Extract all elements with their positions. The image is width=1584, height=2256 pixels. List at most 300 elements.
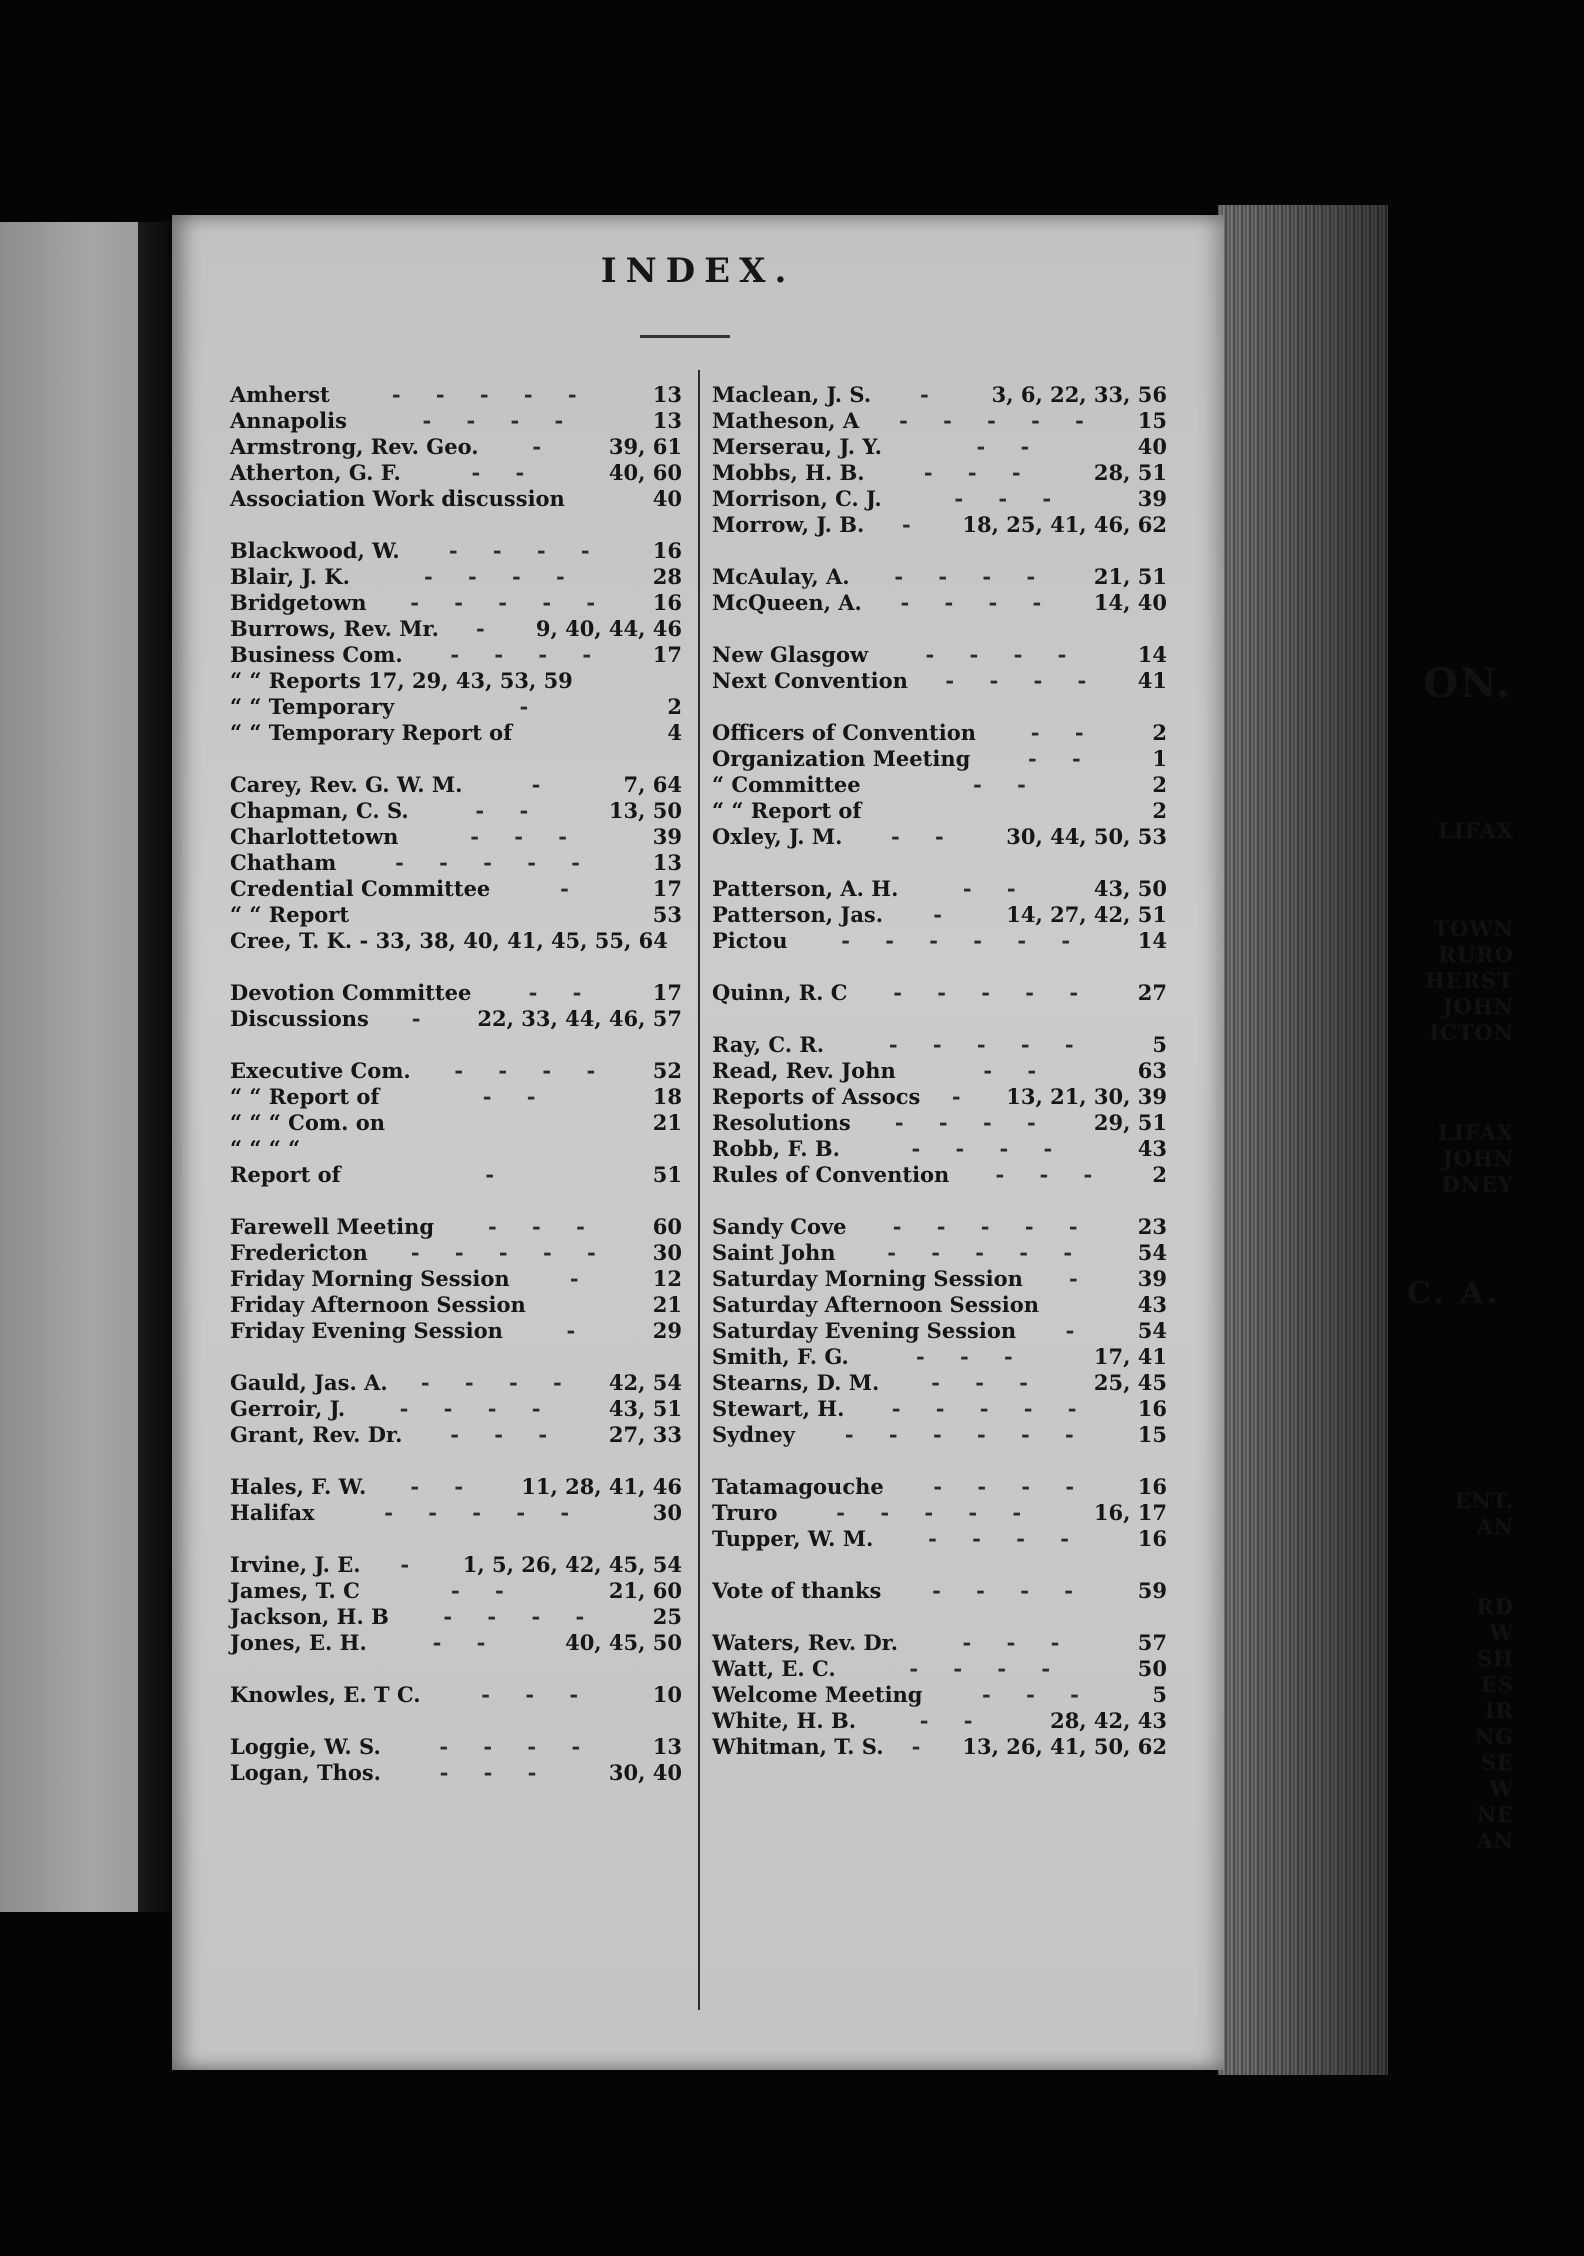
index-entry-pages: 30 <box>652 1500 682 1525</box>
index-entry <box>230 1110 682 1136</box>
previous-page-text: RURO <box>1438 942 1514 967</box>
index-entry <box>230 1318 682 1344</box>
index-entry <box>230 486 682 512</box>
index-entry-pages: 18, 25, 41, 46, 62 <box>962 512 1167 537</box>
index-entry <box>712 1214 1167 1240</box>
previous-page-text: W <box>1489 1776 1514 1801</box>
previous-page-text: HERST <box>1424 968 1514 993</box>
index-entry-leader: - - - - - <box>892 1214 1092 1239</box>
page-title: INDEX. <box>600 251 796 291</box>
index-letter-group <box>712 1630 1167 1760</box>
index-entry-pages: 39 <box>652 824 682 849</box>
index-entry-leader: - <box>933 902 956 927</box>
index-entry-name: Gerroir, J. <box>230 1396 346 1421</box>
index-entry <box>230 1578 682 1604</box>
index-entry-leader: - - <box>451 1578 518 1603</box>
index-entry-leader: - <box>485 1162 509 1187</box>
index-entry <box>230 1760 682 1786</box>
index-entry-leader: - - - <box>470 824 581 849</box>
index-entry-name: White, H. B. <box>712 1708 857 1733</box>
index-entry-name: Blair, J. K. <box>230 564 350 589</box>
index-entry-name: Chatham <box>230 850 337 875</box>
index-entry-name: Friday Morning Session <box>230 1266 510 1291</box>
index-entry-name: Jones, E. H. <box>230 1630 367 1655</box>
index-entry-pages: 22, 33, 44, 46, 57 <box>477 1006 682 1031</box>
index-entry-name: Carey, Rev. G. W. M. <box>230 772 463 797</box>
previous-page-text: SE <box>1480 1750 1514 1775</box>
index-entry-leader: - - - - <box>454 1058 610 1083</box>
index-entry-pages: 25 <box>652 1604 682 1629</box>
index-entry-pages: 17 <box>652 876 682 901</box>
index-entry <box>712 1656 1167 1682</box>
index-entry-pages: 7, 64 <box>623 772 682 797</box>
index-entry-leader: - - <box>962 876 1030 901</box>
index-entry-leader: - - <box>528 980 596 1005</box>
index-entry <box>230 1084 682 1110</box>
index-entry-leader: - - - <box>439 1760 551 1785</box>
index-entry-name: Loggie, W. S. <box>230 1734 381 1759</box>
index-entry-pages: 5 <box>1152 1032 1167 1057</box>
index-entry-leader: - - - - <box>399 1396 555 1421</box>
index-entry-name: Welcome Meeting <box>712 1682 923 1707</box>
index-entry <box>230 1292 682 1318</box>
index-entry-leader: - - - - - <box>899 408 1098 433</box>
previous-page-edge <box>0 222 148 1912</box>
index-entry <box>712 772 1167 798</box>
index-entry-name: Devotion Committee <box>230 980 472 1005</box>
index-entry-leader: - - - - <box>911 1136 1067 1161</box>
index-entry-leader: - - <box>919 1708 987 1733</box>
index-entry-leader: - <box>560 876 583 901</box>
index-entry-leader: - - - - <box>932 1578 1087 1603</box>
index-entry-leader: - - - - <box>443 1604 599 1629</box>
index-entry <box>230 1604 682 1630</box>
index-entry-leader: - - - <box>982 1682 1093 1707</box>
index-letter-group <box>230 1214 682 1344</box>
previous-page-text: ON. <box>1423 660 1512 707</box>
index-entry-name: Next Convention <box>712 668 908 693</box>
index-entry <box>712 460 1167 486</box>
index-entry-pages: 16 <box>652 538 682 563</box>
index-entry-leader: - - - - <box>925 642 1081 667</box>
previous-page-text: W <box>1489 1620 1514 1645</box>
index-entry <box>712 876 1167 902</box>
index-entry <box>230 1370 682 1396</box>
index-entry-leader: - - - <box>488 1214 599 1239</box>
index-entry-pages: 16 <box>1137 1474 1167 1499</box>
index-entry-leader: - - - <box>954 486 1066 511</box>
index-entry-pages: 16, 17 <box>1093 1500 1167 1525</box>
index-entry-pages: 27 <box>1137 980 1167 1005</box>
index-entry <box>230 460 682 486</box>
index-letter-group <box>230 1058 682 1188</box>
index-entry-name: Annapolis <box>230 408 347 433</box>
index-entry-leader: - - - - - <box>410 1240 610 1265</box>
index-entry-name: Sydney <box>712 1422 795 1447</box>
index-entry-name: Chapman, C. S. <box>230 798 409 823</box>
index-entry <box>712 382 1167 408</box>
index-entry-pages: 42, 54 <box>608 1370 682 1395</box>
previous-page-text: NG <box>1474 1724 1514 1749</box>
index-entry-pages: 11, 28, 41, 46 <box>521 1474 682 1499</box>
index-entry-leader: - - <box>471 460 539 485</box>
index-entry-pages: 17 <box>652 642 682 667</box>
index-entry <box>230 564 682 590</box>
index-entry-pages: 2 <box>1152 772 1167 797</box>
index-entry-pages: 63 <box>1137 1058 1167 1083</box>
index-entry-pages: 39 <box>1137 1266 1167 1291</box>
index-entry <box>230 1240 682 1266</box>
column-divider <box>698 370 700 2010</box>
index-entry-leader: - - - <box>931 1370 1042 1395</box>
index-entry <box>712 1526 1167 1552</box>
index-entry <box>230 1006 682 1032</box>
index-entry-leader: - - - - - <box>391 382 591 407</box>
index-letter-group <box>712 1578 1167 1604</box>
index-entry <box>712 434 1167 460</box>
previous-page-text: TOWN <box>1433 916 1514 941</box>
index-entry-name: Whitman, T. S. <box>712 1734 884 1759</box>
index-letter-group <box>230 538 682 746</box>
index-entry-pages: 21 <box>652 1292 682 1317</box>
index-entry-pages: 40, 60 <box>608 460 682 485</box>
index-entry-name: Reports of Assocs <box>712 1084 921 1109</box>
index-entry <box>712 1578 1167 1604</box>
index-entry-name: Hales, F. W. <box>230 1474 367 1499</box>
index-entry-name: Charlottetown <box>230 824 399 849</box>
index-entry-leader: - <box>911 1734 935 1759</box>
index-entry-leader: - - - - - <box>410 590 610 615</box>
index-entry-name: Atherton, G. F. <box>230 460 401 485</box>
index-entry-leader: - - - - <box>420 1370 576 1395</box>
index-entry-leader: - - - - - <box>888 1032 1088 1057</box>
index-letter-group <box>712 876 1167 954</box>
index-entry-name: Business Com. <box>230 642 403 667</box>
previous-page-text: NE <box>1476 1802 1514 1827</box>
index-entry <box>230 1422 682 1448</box>
index-entry-name: Read, Rev. John <box>712 1058 896 1083</box>
index-entry-name: Mobbs, H. B. <box>712 460 865 485</box>
index-letter-group <box>712 720 1167 850</box>
previous-page-text: LIFAX <box>1438 818 1514 843</box>
index-entry-leader: - <box>569 1266 593 1291</box>
index-entry-name: “ “ Report of <box>230 1084 380 1109</box>
index-entry-pages: 13 <box>652 850 682 875</box>
index-entry <box>712 668 1167 694</box>
previous-page-text: JOHN <box>1442 994 1514 1019</box>
index-entry-pages: 28 <box>652 564 682 589</box>
index-entry-name: Association Work discussion <box>230 486 565 511</box>
index-entry <box>712 1370 1167 1396</box>
index-letter-group <box>712 980 1167 1006</box>
index-entry <box>230 1552 682 1578</box>
index-entry-leader: - - - - - <box>395 850 594 875</box>
index-entry <box>230 980 682 1006</box>
index-entry <box>230 1214 682 1240</box>
index-entry-pages: 40 <box>1137 434 1167 459</box>
index-entry-leader: - - - - <box>422 408 578 433</box>
index-entry <box>712 1734 1167 1760</box>
index-entry <box>230 434 682 460</box>
index-column-right <box>712 382 1167 1786</box>
index-entry <box>712 980 1167 1006</box>
index-entry <box>230 928 682 954</box>
index-entry-leader: - <box>951 1084 975 1109</box>
index-entry-pages: 52 <box>652 1058 682 1083</box>
previous-page-text: JOHN <box>1442 1146 1514 1171</box>
index-entry <box>230 850 682 876</box>
index-entry-pages: 17 <box>652 980 682 1005</box>
index-entry-pages: 41 <box>1137 668 1167 693</box>
index-entry-pages: 53 <box>652 902 682 927</box>
index-letter-group <box>230 382 682 512</box>
index-entry-leader: - - - - - - <box>841 928 1085 953</box>
index-entry-leader: - - - - <box>450 642 606 667</box>
index-entry-leader: - - - <box>916 1344 1027 1369</box>
index-entry-name: Bridgetown <box>230 590 367 615</box>
index-entry-name: “ “ Report of <box>712 798 862 823</box>
index-entry-pages: 30, 40 <box>608 1760 682 1785</box>
index-entry-pages: 17, 41 <box>1093 1344 1167 1369</box>
index-entry-leader: - <box>519 694 543 719</box>
index-entry-leader: - <box>1068 1266 1092 1291</box>
index-entry-name: Resolutions <box>712 1110 851 1135</box>
index-entry-leader: - <box>400 1552 424 1577</box>
index-entry <box>712 1474 1167 1500</box>
index-entry-pages: 13 <box>652 408 682 433</box>
index-entry-name: Armstrong, Rev. Geo. <box>230 434 479 459</box>
index-entry-name: Fredericton <box>230 1240 368 1265</box>
index-entry-pages: 21, 51 <box>1093 564 1167 589</box>
index-entry-name: Oxley, J. M. <box>712 824 843 849</box>
index-entry-name: McQueen, A. <box>712 590 862 615</box>
book-gutter-shadow <box>138 222 174 1912</box>
index-entry-pages: 15 <box>1137 408 1167 433</box>
index-entry-pages: 13 <box>652 1734 682 1759</box>
index-entry <box>230 1734 682 1760</box>
index-entry-leader: - - <box>1027 746 1095 771</box>
index-entry <box>712 512 1167 538</box>
index-entry <box>230 1396 682 1422</box>
index-entry-name: Maclean, J. S. <box>712 382 872 407</box>
index-entry-leader: - - - - <box>928 1526 1083 1551</box>
index-entry <box>230 1630 682 1656</box>
index-letter-group <box>230 1370 682 1448</box>
index-entry-pages: 59 <box>1137 1578 1167 1603</box>
index-entry-pages: 21, 60 <box>608 1578 682 1603</box>
index-entry-pages: 23 <box>1137 1214 1167 1239</box>
index-entry-name: Vote of thanks <box>712 1578 882 1603</box>
index-page <box>172 215 1224 2070</box>
index-letter-group <box>712 642 1167 694</box>
index-entry-pages: 16 <box>652 590 682 615</box>
index-letter-group <box>712 1214 1167 1448</box>
index-entry-leader: - - - - - <box>893 980 1093 1005</box>
index-entry-name: Logan, Thos. <box>230 1760 381 1785</box>
previous-page-text: ENT. <box>1454 1488 1514 1513</box>
index-entry-pages: 51 <box>652 1162 682 1187</box>
index-entry-name: Pictou <box>712 928 788 953</box>
index-entry-leader: - - - - - - <box>844 1422 1088 1447</box>
index-entry-name: Morrison, C. J. <box>712 486 882 511</box>
index-entry-name: Amherst <box>230 382 330 407</box>
index-entry-name: McAulay, A. <box>712 564 850 589</box>
index-entry <box>230 798 682 824</box>
index-entry <box>230 1266 682 1292</box>
index-entry-pages: 10 <box>652 1682 682 1707</box>
index-entry-name: Friday Evening Session <box>230 1318 503 1343</box>
index-entry-pages: 16 <box>1137 1396 1167 1421</box>
index-letter-group <box>230 1474 682 1526</box>
index-entry-leader: - - - - - <box>836 1500 1036 1525</box>
index-entry-pages: 13, 21, 30, 39 <box>1006 1084 1167 1109</box>
index-entry <box>712 1084 1167 1110</box>
index-entry <box>230 902 682 928</box>
index-entry-name: Grant, Rev. Dr. <box>230 1422 403 1447</box>
index-entry-leader: - - - - - <box>887 1240 1087 1265</box>
index-entry-name: Knowles, E. T C. <box>230 1682 421 1707</box>
index-entry-leader: - - - - <box>894 564 1050 589</box>
index-entry-pages: 2 <box>1152 720 1167 745</box>
index-entry-name: “ “ “ “ <box>230 1136 301 1161</box>
index-entry <box>712 408 1167 434</box>
index-entry <box>712 1630 1167 1656</box>
index-entry <box>712 1318 1167 1344</box>
index-entry <box>712 1136 1167 1162</box>
index-entry <box>712 1708 1167 1734</box>
index-entry-name: “ “ Temporary <box>230 694 395 719</box>
index-entry <box>712 1266 1167 1292</box>
index-entry-leader: - <box>531 772 555 797</box>
index-entry-name: Executive Com. <box>230 1058 411 1083</box>
index-entry <box>712 1032 1167 1058</box>
index-entry <box>712 486 1167 512</box>
index-entry-name: Jackson, H. B <box>230 1604 389 1629</box>
index-entry-leader: - <box>566 1318 590 1343</box>
index-entry-name: Blackwood, W. <box>230 538 400 563</box>
index-entry-name: Matheson, A <box>712 408 860 433</box>
index-entry-leader: - - - - <box>933 1474 1089 1499</box>
index-entry-name: Ray, C. R. <box>712 1032 825 1057</box>
index-entry <box>230 408 682 434</box>
index-entry-name: Burrows, Rev. Mr. <box>230 616 439 641</box>
index-entry-pages: 27, 33 <box>608 1422 682 1447</box>
index-entry-leader: - - - - <box>439 1734 595 1759</box>
index-entry-pages: 2 <box>667 694 682 719</box>
index-entry-name: Sandy Cove <box>712 1214 847 1239</box>
index-entry-pages: 39, 61 <box>608 434 682 459</box>
previous-page-text: DNEY <box>1441 1172 1514 1197</box>
index-letter-group <box>712 382 1167 538</box>
index-entry <box>712 590 1167 616</box>
index-entry-leader: - - - - <box>423 564 579 589</box>
index-entry-leader: - - - <box>450 1422 562 1447</box>
index-entry <box>712 642 1167 668</box>
index-entry <box>712 1162 1167 1188</box>
index-entry <box>230 642 682 668</box>
index-entry-leader: - - <box>475 798 543 823</box>
index-entry-leader: - - <box>432 1630 500 1655</box>
index-entry-pages: 3, 6, 22, 33, 56 <box>991 382 1167 407</box>
index-entry-name: Report of <box>230 1162 341 1187</box>
index-entry <box>230 824 682 850</box>
index-entry <box>712 1422 1167 1448</box>
index-entry-pages: 54 <box>1137 1318 1167 1343</box>
index-entry-leader: - - - - <box>448 538 604 563</box>
index-entry-name: Truro <box>712 1500 778 1525</box>
index-entry-leader: - - <box>973 772 1040 797</box>
index-entry <box>712 928 1167 954</box>
index-entry-pages: 18 <box>652 1084 682 1109</box>
index-entry-name: Discussions <box>230 1006 369 1031</box>
index-entry-name: “ “ Reports 17, 29, 43, 53, 59 <box>230 668 573 693</box>
index-entry-name: “ “ Temporary Report of <box>230 720 513 745</box>
index-entry-pages: 30 <box>652 1240 682 1265</box>
index-entry <box>230 382 682 408</box>
index-entry <box>230 1058 682 1084</box>
index-entry-leader: - <box>411 1006 435 1031</box>
index-entry-pages: 2 <box>1152 1162 1167 1187</box>
index-entry-pages: 14, 40 <box>1093 590 1167 615</box>
previous-page-text: LIFAX <box>1438 1120 1514 1145</box>
index-entry-name: “ “ “ Com. on <box>230 1110 386 1135</box>
index-entry <box>712 564 1167 590</box>
index-entry-pages: 43 <box>1137 1136 1167 1161</box>
index-entry-pages: 60 <box>652 1214 682 1239</box>
index-letter-group <box>230 1734 682 1786</box>
index-entry-pages: 39 <box>1137 486 1167 511</box>
index-entry-leader: - - - <box>481 1682 593 1707</box>
index-entry-pages: 40 <box>652 486 682 511</box>
index-entry-pages: 12 <box>652 1266 682 1291</box>
index-entry-name: Stearns, D. M. <box>712 1370 880 1395</box>
index-letter-group <box>230 980 682 1032</box>
index-entry-name: Organization Meeting <box>712 746 971 771</box>
index-entry <box>712 1682 1167 1708</box>
index-entry <box>712 1344 1167 1370</box>
index-entry-pages: 13, 26, 41, 50, 62 <box>962 1734 1167 1759</box>
previous-page-text: SH <box>1476 1646 1514 1671</box>
index-entry <box>230 720 682 746</box>
index-entry-name: Officers of Convention <box>712 720 976 745</box>
index-letter-group <box>712 564 1167 616</box>
index-entry-leader: - - <box>983 1058 1051 1083</box>
index-entry-name: Friday Afternoon Session <box>230 1292 526 1317</box>
index-entry-name: Saturday Morning Session <box>712 1266 1023 1291</box>
index-entry-name: Morrow, J. B. <box>712 512 865 537</box>
page-stack-shade <box>1218 205 1388 2075</box>
index-letter-group <box>230 1552 682 1656</box>
index-entry-leader: - - - <box>923 460 1035 485</box>
index-entry <box>230 1682 682 1708</box>
previous-page-text: C. A. <box>1407 1276 1500 1311</box>
index-entry-name: Patterson, A. H. <box>712 876 899 901</box>
index-entry-pages: 50 <box>1137 1656 1167 1681</box>
index-entry <box>230 1136 682 1162</box>
index-entry-name: Irvine, J. E. <box>230 1552 361 1577</box>
index-letter-group <box>230 772 682 954</box>
index-letter-group <box>712 1032 1167 1188</box>
index-entry-pages: 14 <box>1137 642 1167 667</box>
index-entry <box>230 590 682 616</box>
index-entry-name: Robb, F. B. <box>712 1136 840 1161</box>
index-entry-pages: 30, 44, 50, 53 <box>1006 824 1167 849</box>
index-entry-pages: 14 <box>1137 928 1167 953</box>
index-entry <box>230 876 682 902</box>
index-entry-leader: - - - <box>962 1630 1074 1655</box>
index-entry-pages: 9, 40, 44, 46 <box>535 616 682 641</box>
index-entry-pages: 1 <box>1152 746 1167 771</box>
